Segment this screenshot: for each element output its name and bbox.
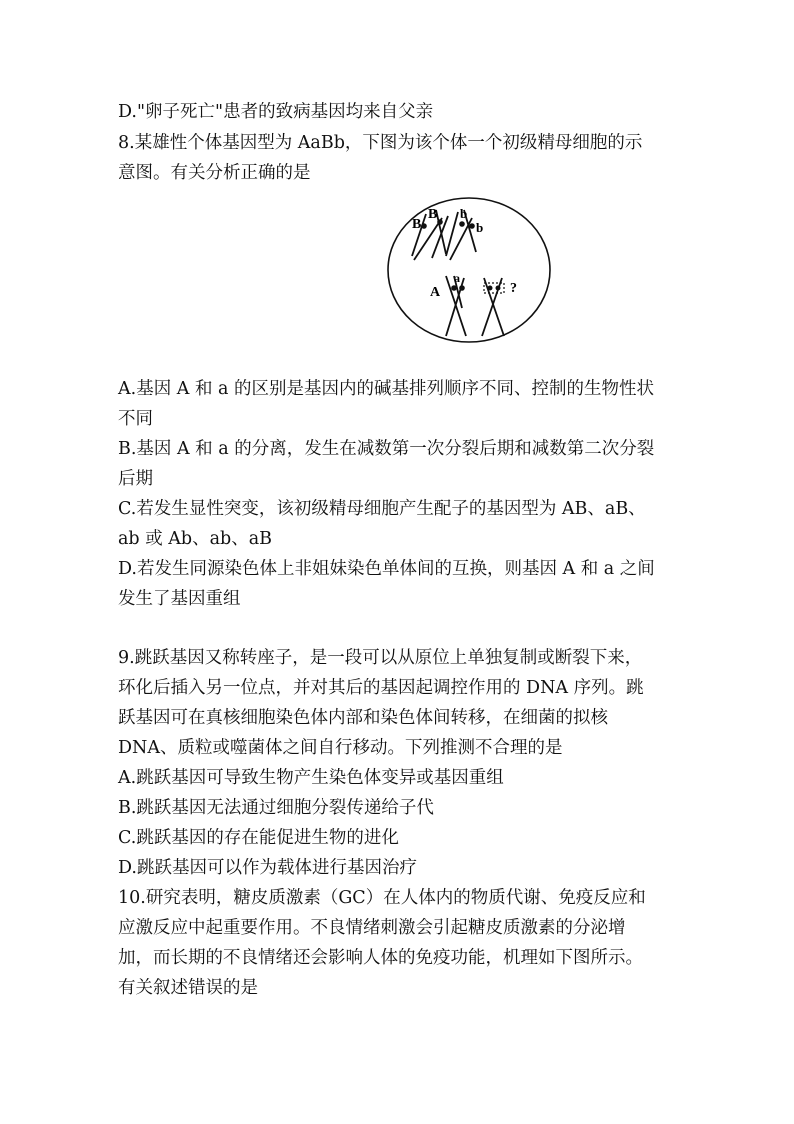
centromere	[488, 286, 493, 291]
centromere	[459, 285, 465, 291]
chromosome-pair-unknown	[482, 278, 504, 336]
question-10-stem-3: 加，而长期的不良情绪还会影响人体的免疫功能，机理如下图所示。	[118, 948, 643, 968]
q9-option-c: C.跳跃基因的存在能促进生物的进化	[118, 828, 399, 848]
gene-label-b-small2: b	[476, 220, 484, 235]
question-8-stem: 8.某雄性个体基因型为 AaBb，下图为该个体一个初级精母细胞的示	[118, 133, 643, 153]
q8-option-c: C.若发生显性突变，该初级精母细胞产生配子的基因型为 AB、aB、	[118, 499, 646, 519]
q9-option-b: B.跳跃基因无法通过细胞分裂传递给子代	[118, 798, 434, 818]
centromere	[459, 221, 465, 227]
centromere	[451, 285, 457, 291]
q8-option-a: A.基因 A 和 a 的区别是基因内的碱基排列顺序不同、控制的生物性状	[118, 379, 655, 399]
gene-label-a-recessive: a	[454, 271, 460, 285]
gene-label-b2: B	[428, 207, 438, 222]
unknown-gene-label: ?	[510, 281, 517, 296]
q8-option-c-cont: ab 或 Ab、ab、aB	[118, 529, 273, 549]
gene-label-a-dominant: A	[430, 285, 441, 300]
question-9-stem-3: 跃基因可在真核细胞染色体内部和染色体间转移，在细菌的拟核	[118, 708, 608, 728]
q8-option-a-cont: 不同	[118, 409, 153, 429]
centromere	[496, 286, 501, 291]
question-10-stem: 10.研究表明，糖皮质激素（GC）在人体内的物质代谢、免疫反应和	[118, 888, 646, 908]
chromosome-pair-a	[446, 276, 466, 336]
q8-option-b-cont: 后期	[118, 469, 153, 489]
centromere	[421, 223, 427, 229]
q9-option-d: D.跳跃基因可以作为载体进行基因治疗	[118, 858, 417, 878]
gene-label-b-small1: b	[460, 206, 468, 221]
q8-option-b: B.基因 A 和 a 的分离，发生在减数第一次分裂后期和减数第二次分裂	[118, 439, 655, 459]
q8-option-d-cont: 发生了基因重组	[118, 589, 241, 609]
question-10-stem-2: 应激反应中起重要作用。不良情绪刺激会引起糖皮质激素的分泌增	[118, 918, 626, 938]
question-10-stem-4: 有关叙述错误的是	[118, 978, 258, 998]
question-9-stem: 9.跳跃基因又称转座子，是一段可以从原位上单独复制或断裂下来，	[118, 648, 643, 668]
spermatocyte-diagram	[384, 196, 554, 346]
question-9-stem-4: DNA、质粒或噬菌体之间自行移动。下列推测不合理的是	[118, 738, 563, 758]
question-8-stem-cont: 意图。有关分析正确的是	[118, 163, 311, 183]
gene-label-b1: B	[412, 217, 422, 232]
centromere	[469, 223, 475, 229]
option-d-q7: D."卵子死亡"患者的致病基因均来自父亲	[118, 102, 434, 122]
q9-option-a: A.跳跃基因可导致生物产生染色体变异或基因重组	[118, 768, 504, 788]
question-9-stem-2: 环化后插入另一位点，并对其后的基因起调控作用的 DNA 序列。跳	[118, 678, 644, 698]
centromere	[437, 219, 443, 225]
q8-option-d: D.若发生同源染色体上非姐妹染色单体间的互换，则基因 A 和 a 之间	[118, 559, 655, 579]
